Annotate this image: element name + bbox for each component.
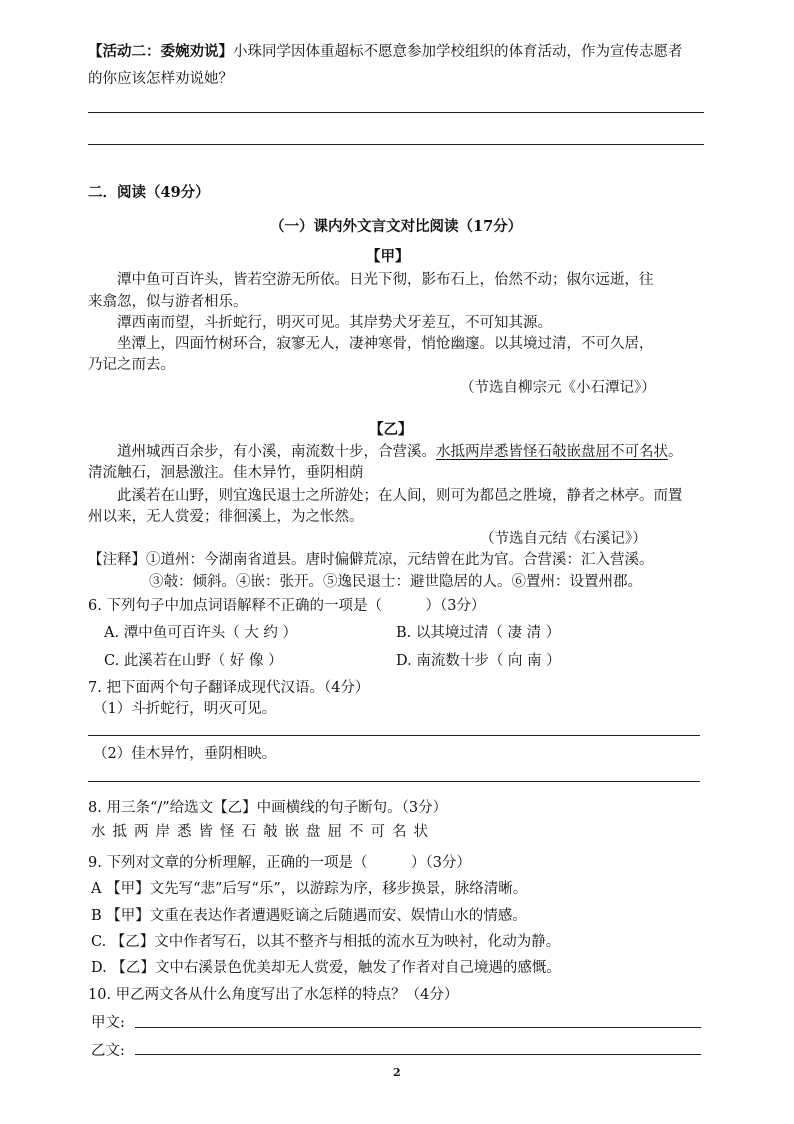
passage-a-source: （节选自柳宗元《小石潭记》） bbox=[460, 380, 656, 396]
q9-option-c: C. 【乙】文中作者写石，以其不整齐与相抵的流水互为映衬，化动为静。 bbox=[91, 934, 561, 950]
passage-a-text: 潭西南而望，斗折蛇行，明灭可见。其岸势犬牙差互，不可知其源。 bbox=[117, 315, 552, 331]
activity2-line2: 的你应该怎样劝说她？ bbox=[88, 71, 233, 87]
passage-a-text: 乃记之而去。 bbox=[88, 357, 175, 373]
passage-b-text: 州以来，无人赏爱；徘徊溪上，为之怅然。 bbox=[88, 509, 364, 525]
question-10-stem: 10. 甲乙两文各从什么角度写出了水怎样的特点？（4分） bbox=[88, 987, 459, 1003]
q6-option-d: D. 南流数十步（ 向 南 ） bbox=[396, 653, 561, 669]
page-number: 2 bbox=[393, 1066, 401, 1079]
passage-b-text: 清流触石，洄悬激注。佳木异竹，垂阴相荫 bbox=[88, 465, 364, 481]
q6-option-b: B. 以其境过清（ 凄 清 ） bbox=[396, 625, 561, 641]
question-9-stem: 9. 下列对文章的分析理解，正确的一项是（ ）（3分） bbox=[88, 855, 471, 871]
passage-b-text: 道州城西百余步，有小溪，南流数十步，合营溪。 bbox=[117, 444, 436, 460]
q7-sentence-1: （1）斗折蛇行，明灭可见。 bbox=[93, 701, 277, 717]
question-6-stem: 6. 下列句子中加点词语解释不正确的一项是（ ）（3分） bbox=[88, 598, 486, 614]
answer-line[interactable] bbox=[88, 112, 704, 113]
q6-option-c: C. 此溪若在山野（ 好 像 ） bbox=[104, 653, 283, 669]
section-title: 二．阅读（49分） bbox=[88, 184, 210, 201]
answer-line[interactable] bbox=[88, 781, 700, 782]
answer-line[interactable] bbox=[135, 1054, 701, 1055]
answer-line[interactable] bbox=[88, 144, 704, 145]
subsection-title: （一）课内外文言文对比阅读（17分） bbox=[270, 218, 523, 235]
q7-sentence-2: （2）佳木异竹，垂阴相映。 bbox=[93, 746, 277, 762]
passage-b-text: 此溪若在山野，则宜逸民退士之所游处；在人间，则可为都邑之胜境，静者之林亭。而置 bbox=[117, 488, 683, 504]
passage-a-text: 潭中鱼可百许头，皆若空游无所依。日光下彻，影布石上，佁然不动；俶尔远逝，往 bbox=[117, 272, 654, 288]
activity2-label: 【活动二：委婉劝说】 bbox=[88, 43, 233, 60]
passage-b-source: （节选自元结《右溪记》） bbox=[480, 531, 647, 547]
notes-line: ③攲：倾斜。④嵌：张开。⑤逸民退士：避世隐居的人。⑥置州：设置州郡。 bbox=[149, 574, 642, 590]
q9-option-d: D. 【乙】文中右溪景色优美却无人赏爱，触发了作者对自己境遇的感慨。 bbox=[91, 960, 561, 976]
activity2-text: 小珠同学因体重超标不愿意参加学校组织的体育活动，作为宣传志愿者 bbox=[233, 44, 683, 60]
passage-b-text: 。 bbox=[668, 444, 683, 460]
activity2-line1 bbox=[88, 40, 683, 61]
question-8-stem: 8. 用三条“/”给选文【乙】中画横线的句子断句。（3分） bbox=[88, 800, 448, 816]
q8-sentence[interactable]: 水抵两岸悉皆怪石攲嵌盘屈不可名状 bbox=[91, 824, 435, 840]
passage-b-line bbox=[117, 440, 683, 461]
passage-a-text: 坐潭上，四面竹树环合，寂寥无人，凄神寒骨，悄怆幽邃。以其境过清，不可久居， bbox=[117, 336, 654, 352]
q10-jia-label: 甲文: bbox=[91, 1015, 125, 1031]
answer-line[interactable] bbox=[135, 1027, 701, 1028]
q6-option-a: A. 潭中鱼可百许头（ 大 约 ） bbox=[104, 625, 298, 641]
q9-option-b: B 【甲】文重在表达作者遭遇贬谪之后随遇而安、娱情山水的情感。 bbox=[91, 908, 527, 924]
passage-a-heading: 【甲】 bbox=[366, 248, 410, 265]
passage-b-heading: 【乙】 bbox=[369, 421, 413, 438]
q9-option-a: A 【甲】文先写“悲”后写“乐”，以游踪为序，移步换景，脉络清晰。 bbox=[91, 881, 528, 897]
q10-yi-label: 乙文: bbox=[91, 1043, 125, 1059]
notes-line: 【注释】①道州：今湖南省道县。唐时偏僻荒凉，元结曾在此为官。合营溪：汇入营溪。 bbox=[88, 552, 654, 568]
answer-line[interactable] bbox=[88, 735, 700, 736]
passage-a-text: 来翕忽，似与游者相乐。 bbox=[88, 294, 248, 310]
question-7-stem: 7. 把下面两个句子翻译成现代汉语。（4分） bbox=[88, 680, 370, 696]
underlined-sentence: 水抵两岸悉皆怪石攲嵌盘屈不可名状 bbox=[436, 444, 668, 460]
